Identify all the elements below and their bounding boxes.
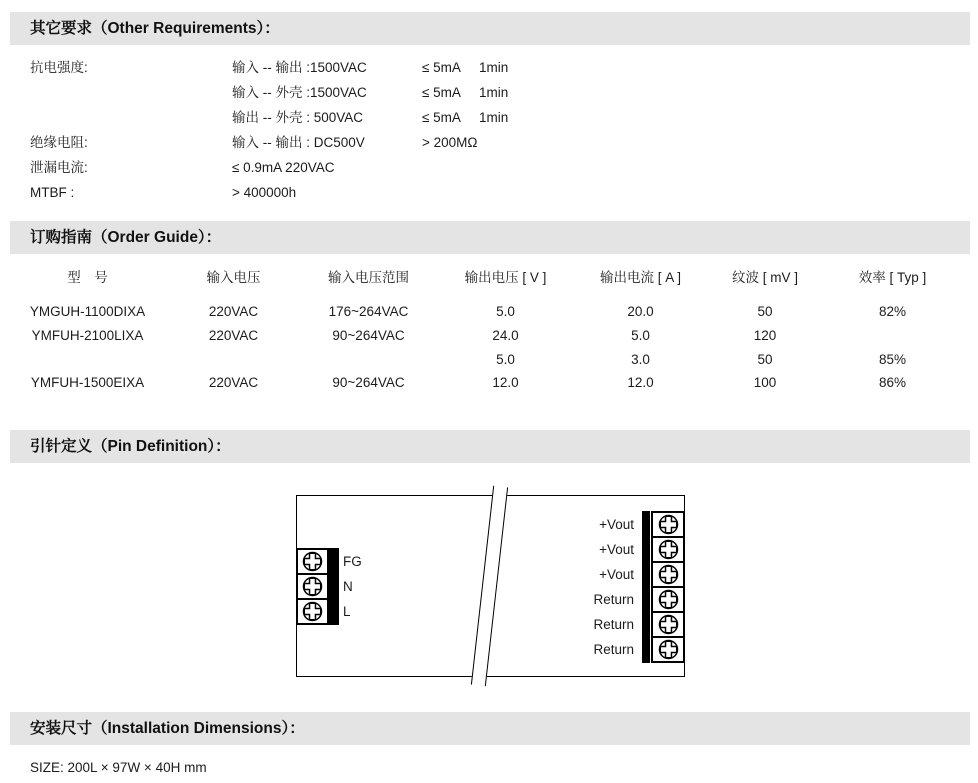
spec-row <box>0 183 978 203</box>
spec-value-limit: ≤ 5mA <box>422 85 461 100</box>
pin-label-n: N <box>343 579 353 594</box>
spec-value-condition: > 400000h <box>232 185 297 200</box>
pin-label-fg: FG <box>343 554 362 569</box>
spec-value-condition: 输入 -- 输出 : DC500V <box>232 135 365 150</box>
spec-value-duration: 1min <box>479 85 509 100</box>
screw-icon <box>302 601 323 622</box>
table-header-cell: 输入电压 <box>206 270 261 285</box>
table-cell-model: YMGUH-1100DIXA <box>29 304 146 319</box>
table-cell: 90~264VAC <box>332 328 405 343</box>
table-cell: 5.0 <box>496 304 515 319</box>
spec-row <box>0 133 978 153</box>
pin-label-return: Return <box>593 592 634 607</box>
table-cell: 176~264VAC <box>328 304 409 319</box>
spec-label: 绝缘电阻: <box>30 135 88 150</box>
spec-row <box>0 58 978 78</box>
section-header-other-requirements: 其它要求（Other Requirements）： <box>10 12 970 45</box>
table-header-cell: 输出电流 [ A ] <box>599 270 681 285</box>
section-header-pin-definition: 引针定义（Pin Definition）： <box>10 430 970 463</box>
table-cell <box>302 350 435 370</box>
pin-definition-diagram <box>296 495 685 677</box>
spec-value-limit: ≤ 5mA <box>422 60 461 75</box>
right-terminal-bar <box>642 511 650 663</box>
table-header-cell: 效率 [ Typ ] <box>858 270 927 285</box>
table-row <box>10 350 960 370</box>
spec-value-duration: 1min <box>479 110 509 125</box>
table-cell <box>165 350 302 370</box>
spec-row <box>0 108 978 128</box>
spec-value-condition: 输入 -- 输出 :1500VAC <box>232 60 367 75</box>
spec-value-condition: 输入 -- 外壳 :1500VAC <box>232 85 367 100</box>
table-cell: 5.0 <box>496 352 515 367</box>
screw-terminal <box>651 511 685 538</box>
screw-icon <box>658 614 679 635</box>
table-cell: 82% <box>878 304 907 319</box>
table-cell: 220VAC <box>208 375 259 390</box>
screw-terminal <box>296 548 329 575</box>
table-cell-model <box>10 350 165 370</box>
table-cell: 24.0 <box>492 328 519 343</box>
pin-label-l: L <box>343 604 351 619</box>
table-cell: 12.0 <box>627 375 654 390</box>
table-cell-model: YMFUH-2100LIXA <box>31 328 144 343</box>
screw-icon <box>658 514 679 535</box>
pin-label-return: Return <box>593 642 634 657</box>
table-cell: 220VAC <box>208 328 259 343</box>
spec-value-condition: 输出 -- 外壳 : 500VAC <box>232 110 364 125</box>
spec-value-condition: ≤ 0.9mA 220VAC <box>232 160 335 175</box>
spec-label: 泄漏电流: <box>30 160 88 175</box>
screw-icon <box>302 576 323 597</box>
table-cell: 20.0 <box>627 304 654 319</box>
spec-value-limit: > 200MΩ <box>422 135 478 150</box>
table-cell: 3.0 <box>631 352 650 367</box>
table-cell: 50 <box>757 352 773 367</box>
spec-row <box>0 83 978 103</box>
table-row <box>10 373 960 393</box>
table-header-cell: 输出电压 [ V ] <box>464 270 547 285</box>
screw-terminal <box>651 636 685 663</box>
table-header-cell: 纹波 [ mV ] <box>731 270 798 285</box>
table-cell: 90~264VAC <box>332 375 405 390</box>
table-row <box>10 302 960 322</box>
table-row <box>10 326 960 346</box>
screw-terminal <box>296 598 329 625</box>
screw-icon <box>658 564 679 585</box>
spec-value-duration: 1min <box>479 60 509 75</box>
table-cell: 5.0 <box>631 328 650 343</box>
table-cell <box>825 326 960 346</box>
screw-terminal <box>651 611 685 638</box>
table-cell: 86% <box>878 375 907 390</box>
pin-label-vout: +Vout <box>599 567 634 582</box>
section-header-order-guide: 订购指南（Order Guide）： <box>10 221 970 254</box>
screw-icon <box>302 551 323 572</box>
table-cell: 220VAC <box>208 304 259 319</box>
table-cell-model: YMFUH-1500EIXA <box>30 375 145 390</box>
table-cell: 100 <box>753 375 777 390</box>
left-terminal-bar <box>329 548 339 625</box>
spec-label: 抗电强度: <box>30 60 88 75</box>
screw-icon <box>658 589 679 610</box>
size-text: SIZE: 200L × 97W × 40H mm <box>30 760 207 775</box>
table-cell: 50 <box>757 304 773 319</box>
spec-value-limit: ≤ 5mA <box>422 110 461 125</box>
screw-terminal <box>651 536 685 563</box>
spec-row <box>0 158 978 178</box>
table-header-cell: 输入电压范围 <box>328 270 409 285</box>
order-guide-header-row <box>10 268 960 288</box>
pin-label-return: Return <box>593 617 634 632</box>
table-cell: 12.0 <box>492 375 519 390</box>
table-header-cell: 型 号 <box>67 270 108 285</box>
screw-terminal <box>651 561 685 588</box>
screw-terminal <box>296 573 329 600</box>
screw-terminal <box>651 586 685 613</box>
section-header-installation-dimensions: 安装尺寸（Installation Dimensions）： <box>10 712 970 745</box>
screw-icon <box>658 639 679 660</box>
table-cell: 85% <box>878 352 907 367</box>
table-cell: 120 <box>753 328 777 343</box>
spec-label: MTBF : <box>30 185 75 200</box>
pin-label-vout: +Vout <box>599 517 634 532</box>
screw-icon <box>658 539 679 560</box>
pin-label-vout: +Vout <box>599 542 634 557</box>
diagram-break-lines <box>471 486 508 686</box>
